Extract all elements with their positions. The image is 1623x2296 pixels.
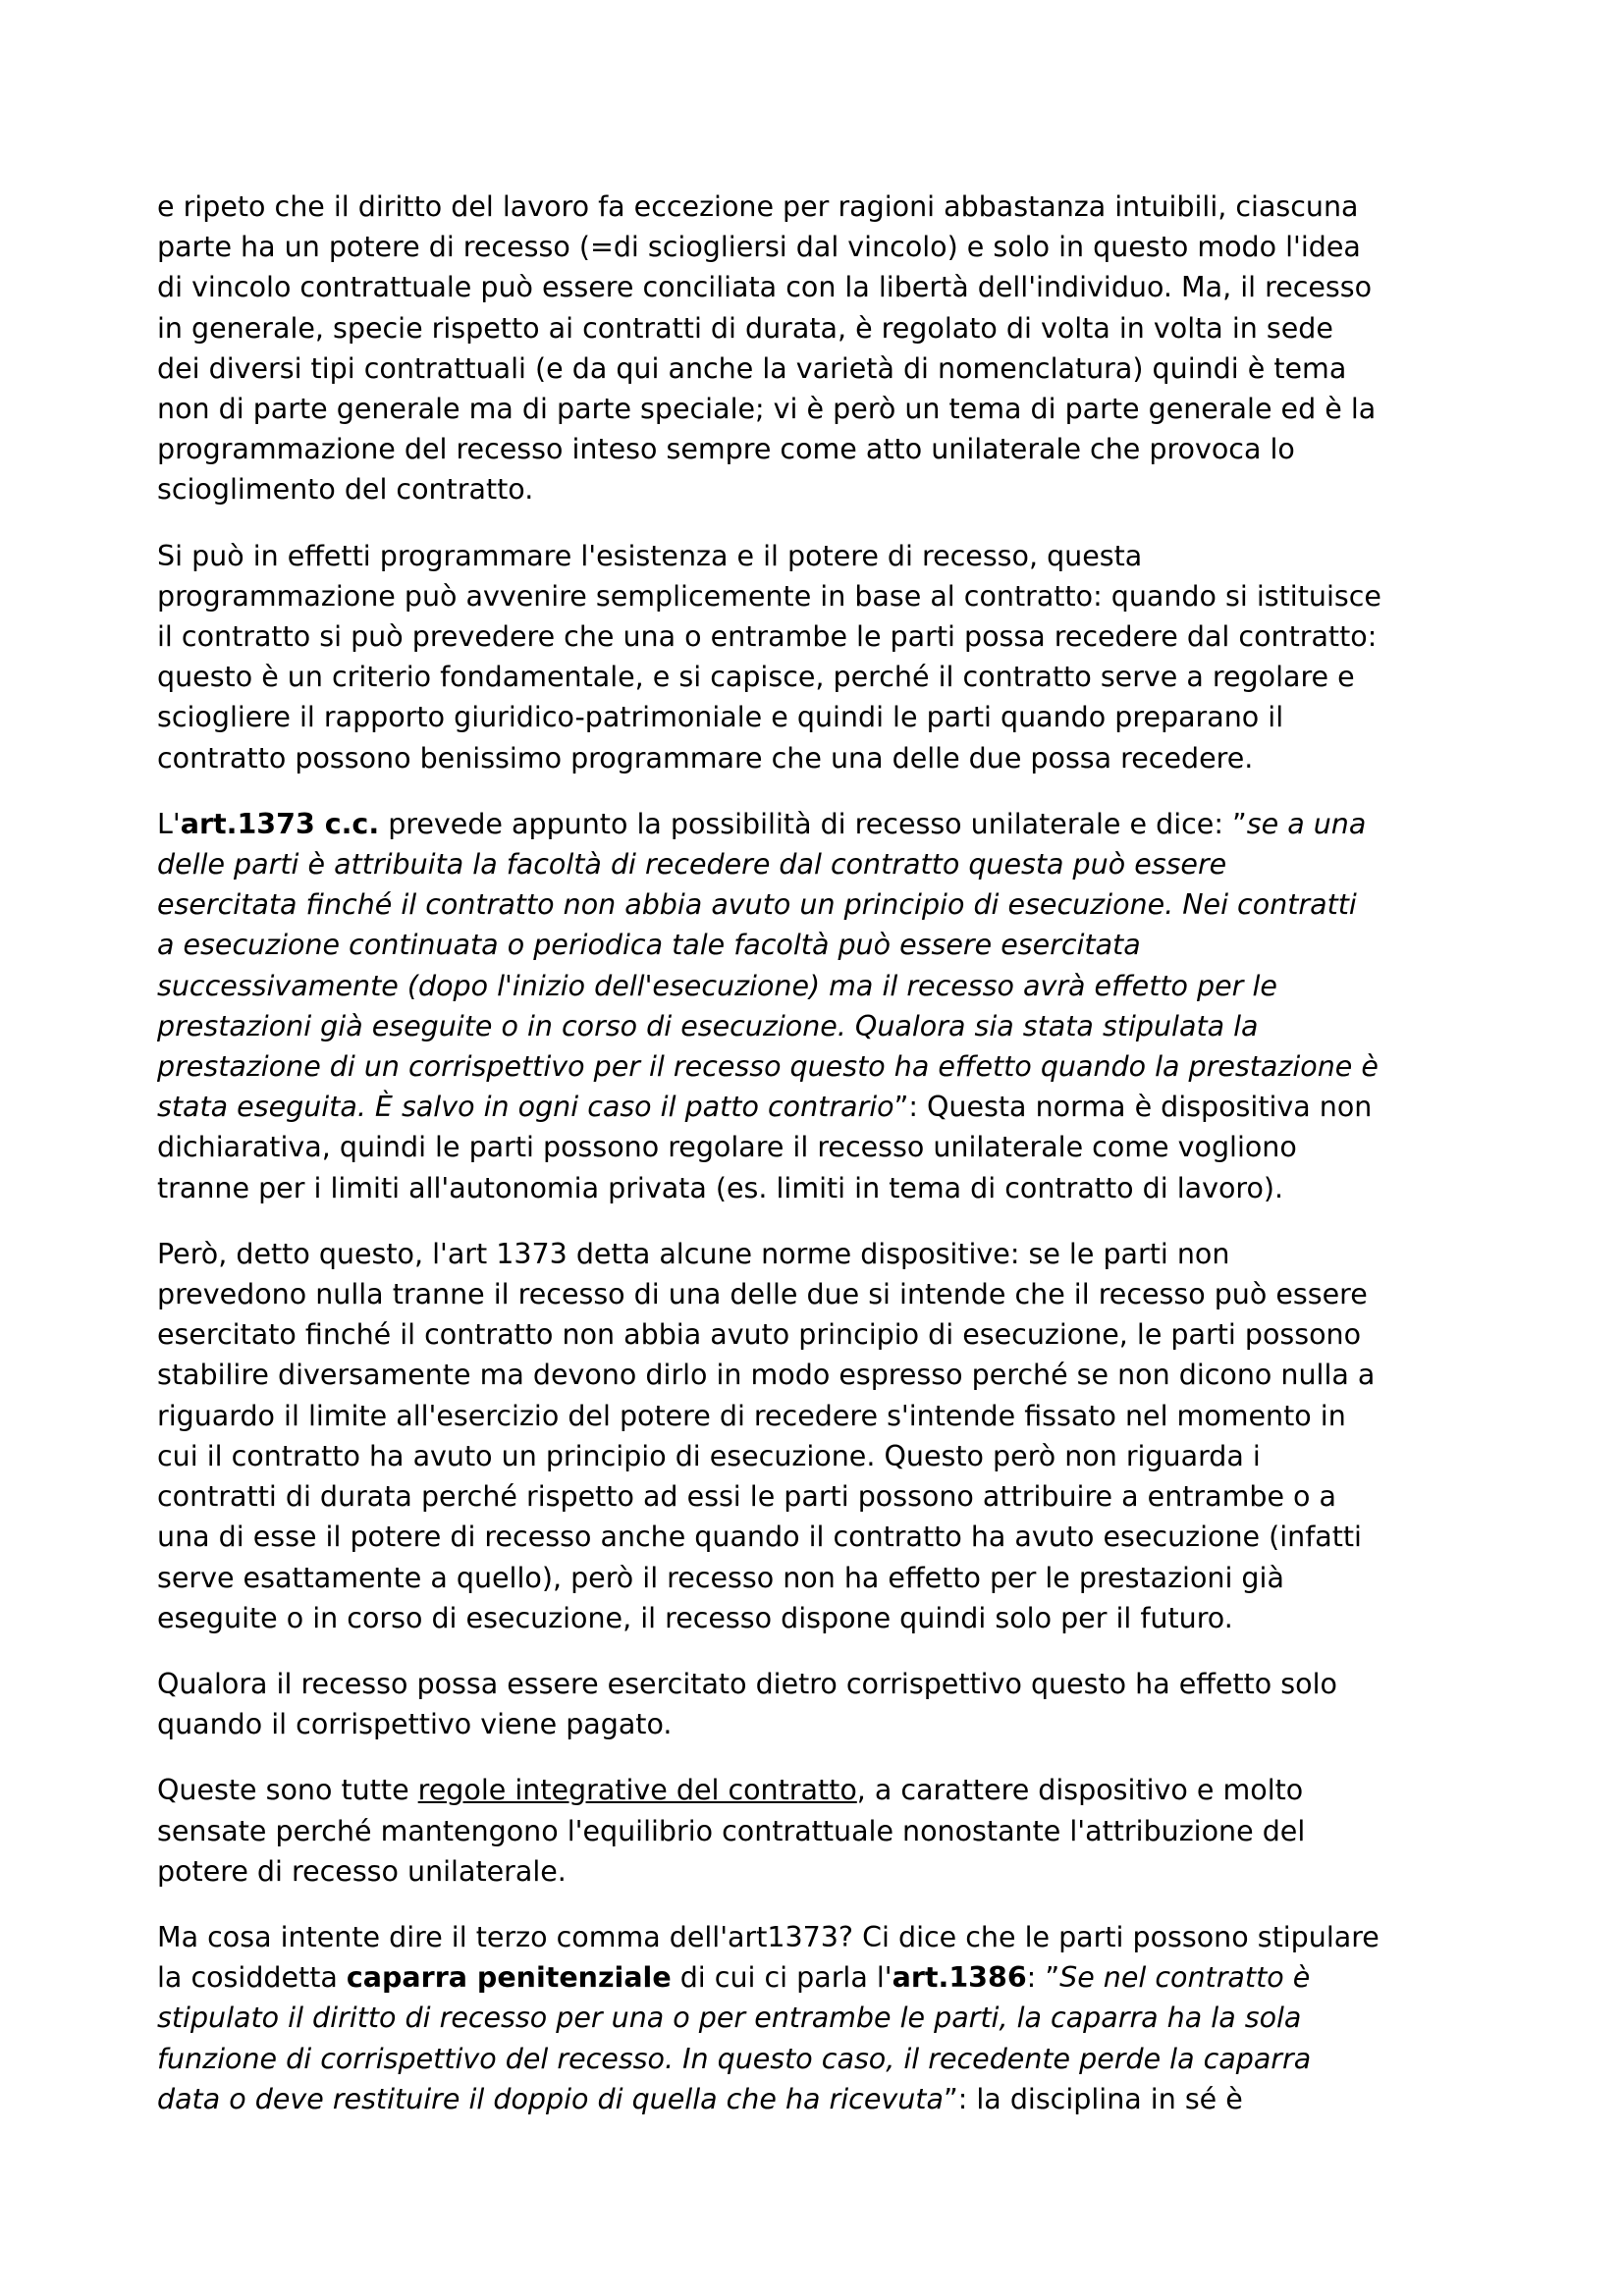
article-reference: art.1373 c.c.	[180, 807, 380, 840]
underlined-term: regole integrative del contratto	[417, 1774, 857, 1807]
paragraph-1	[157, 187, 1485, 510]
quoted-text: delle parti è attribuita la facoltà di recedere dal contratto questa può essere	[157, 848, 1227, 881]
text-line	[157, 1998, 1485, 2038]
text-line: in generale, specie rispetto ai contratti di durata, è regolato di volta in volta in sede	[157, 311, 1333, 345]
text-line: il contratto si può prevedere che una o entrambe le parti possa recedere dal contratto:	[157, 620, 1378, 654]
text-line: dei diversi tipi contrattuali (e da qui anche la varietà di nomenclatura) quindi è tema	[157, 351, 1347, 385]
text-line: parte ha un potere di recesso (=di sciogliersi dal vincolo) e solo in questo modo l'idea	[157, 231, 1361, 264]
text-line: data o deve restituire il doppio di quella che ha ricevuta”: la disciplina in sé è	[157, 2082, 1243, 2115]
text-line	[157, 1006, 1485, 1046]
text-line: contratto possono benissimo programmare che una delle due possa recedere.	[157, 741, 1254, 774]
text-line: quando il corrispettivo viene pagato.	[157, 1708, 673, 1741]
text-line: potere di recesso unilaterale.	[157, 1854, 567, 1888]
text-line: Qualora il recesso possa essere esercitato dietro corrispettivo questo ha effetto solo	[157, 1667, 1337, 1700]
text-line: programmazione del recesso inteso sempre come atto unilaterale che provoca lo	[157, 433, 1295, 466]
bold-term: caparra penitenziale	[346, 1961, 672, 1995]
text-line: di vincolo contrattuale può essere conciliata con la libertà dell'individuo. Ma, il recesso	[157, 271, 1373, 304]
text-line: non di parte generale ma di parte speciale; vi è però un tema di parte generale ed è la	[157, 393, 1377, 426]
quoted-text: prestazioni già eseguite o in corso di esecuzione. Qualora sia stata stipulata la	[157, 1009, 1259, 1042]
text-line: sensate perché mantengono l'equilibrio contrattuale nonostante l'attribuzione del	[157, 1814, 1306, 1847]
text-line: scioglimento del contratto.	[157, 473, 534, 507]
text-line: e ripeto che il diritto del lavoro fa eccezione per ragioni abbastanza intuibili, ciascuna	[157, 190, 1359, 223]
text-line: programmazione può avvenire semplicemente in base al contratto: quando si istituisce	[157, 579, 1381, 613]
text-line: contratti di durata perché rispetto ad essi le parti possono attribuire a entrambe o a	[157, 1480, 1337, 1514]
quoted-text: esercitata finché il contratto non abbia avuto un principio di esecuzione. Nei contratti	[157, 888, 1357, 922]
text-line: esercitato finché il contratto non abbia avuto principio di esecuzione, le parti possono	[157, 1318, 1362, 1352]
text-line: sciogliere il rapporto giuridico-patrimoniale e quindi le parti quando preparano il	[157, 701, 1284, 734]
text-line	[157, 1046, 1485, 1087]
paragraph-5	[157, 1664, 1485, 1744]
text-line: stabilire diversamente ma devono dirlo in modo espresso perché se non dicono nulla a	[157, 1359, 1376, 1392]
text-line: una di esse il potere di recesso anche quando il contratto ha avuto esecuzione (infatti	[157, 1521, 1362, 1554]
text-line	[157, 966, 1485, 1006]
text-line: eseguite o in corso di esecuzione, il recesso dispone quindi solo per il futuro.	[157, 1601, 1233, 1634]
text-line: L'art.1373 c.c. prevede appunto la possibilità di recesso unilaterale e dice: ”se a una	[157, 807, 1367, 840]
quoted-text: stata eseguita. È salvo in ogni caso il patto contrario	[157, 1091, 894, 1124]
paragraph-2	[157, 536, 1485, 778]
text-line: cui il contratto ha avuto un principio di esecuzione. Questo però non riguarda i	[157, 1439, 1261, 1472]
quoted-text: a esecuzione continuata o periodica tale facoltà può essere esercitata	[157, 929, 1141, 962]
paragraph-3	[157, 804, 1485, 1208]
text-line	[157, 2039, 1485, 2079]
text-line: stata eseguita. È salvo in ogni caso il patto contrario”: Questa norma è dispositiva non	[157, 1091, 1373, 1124]
text-line: dichiarativa, quindi le parti possono regolare il recesso unilaterale come vogliono	[157, 1131, 1297, 1164]
quoted-text: stipulato il diritto di recesso per una o per entrambe le parti, la caparra ha la sola	[157, 2002, 1302, 2035]
text-line: Ma cosa intente dire il terzo comma dell'art1373? Ci dice che le parti possono stipulare	[157, 1920, 1380, 1953]
text-line: prevedono nulla tranne il recesso di una delle due si intende che il recesso può essere	[157, 1278, 1368, 1311]
article-reference: art.1386	[892, 1961, 1027, 1995]
text-line: questo è un criterio fondamentale, e si capisce, perché il contratto serve a regolare e	[157, 661, 1355, 694]
text-line: Però, detto questo, l'art 1373 detta alcune norme dispositive: se le parti non	[157, 1237, 1230, 1270]
text-line: la cosiddetta caparra penitenziale di cui ci parla l'art.1386: ”Se nel contratto è	[157, 1961, 1311, 1995]
text-line: Queste sono tutte regole integrative del contratto, a carattere dispositivo e molto	[157, 1774, 1304, 1807]
quoted-text: data o deve restituire il doppio di quella che ha ricevuta	[157, 2082, 944, 2115]
quoted-text: successivamente (dopo l'inizio dell'esecuzione) ma il recesso avrà effetto per le	[157, 969, 1277, 1002]
paragraph-4	[157, 1234, 1485, 1638]
document-page	[157, 187, 1485, 2145]
text-line: tranne per i limiti all'autonomia privata (es. limiti in tema di contratto di lavoro).	[157, 1171, 1284, 1204]
text-line	[157, 844, 1485, 884]
text-line	[157, 925, 1485, 965]
quoted-text: prestazione di un corrispettivo per il recesso questo ha effetto quando la prestazione è	[157, 1050, 1379, 1084]
paragraph-6	[157, 1770, 1485, 1892]
text-line: riguardo il limite all'esercizio del potere di recedere s'intende fissato nel momento in	[157, 1399, 1346, 1432]
text-line: Si può in effetti programmare l'esistenza e il potere di recesso, questa	[157, 539, 1143, 572]
text-line	[157, 884, 1485, 925]
paragraph-7	[157, 1917, 1485, 2119]
quoted-text: funzione di corrispettivo del recesso. In questo caso, il recedente perde la caparra	[157, 2042, 1312, 2075]
quoted-text: se a una	[1246, 807, 1367, 840]
quoted-text: Se nel contratto è	[1059, 1961, 1311, 1995]
text-line: serve esattamente a quello), però il recesso non ha effetto per le prestazioni già	[157, 1561, 1284, 1594]
